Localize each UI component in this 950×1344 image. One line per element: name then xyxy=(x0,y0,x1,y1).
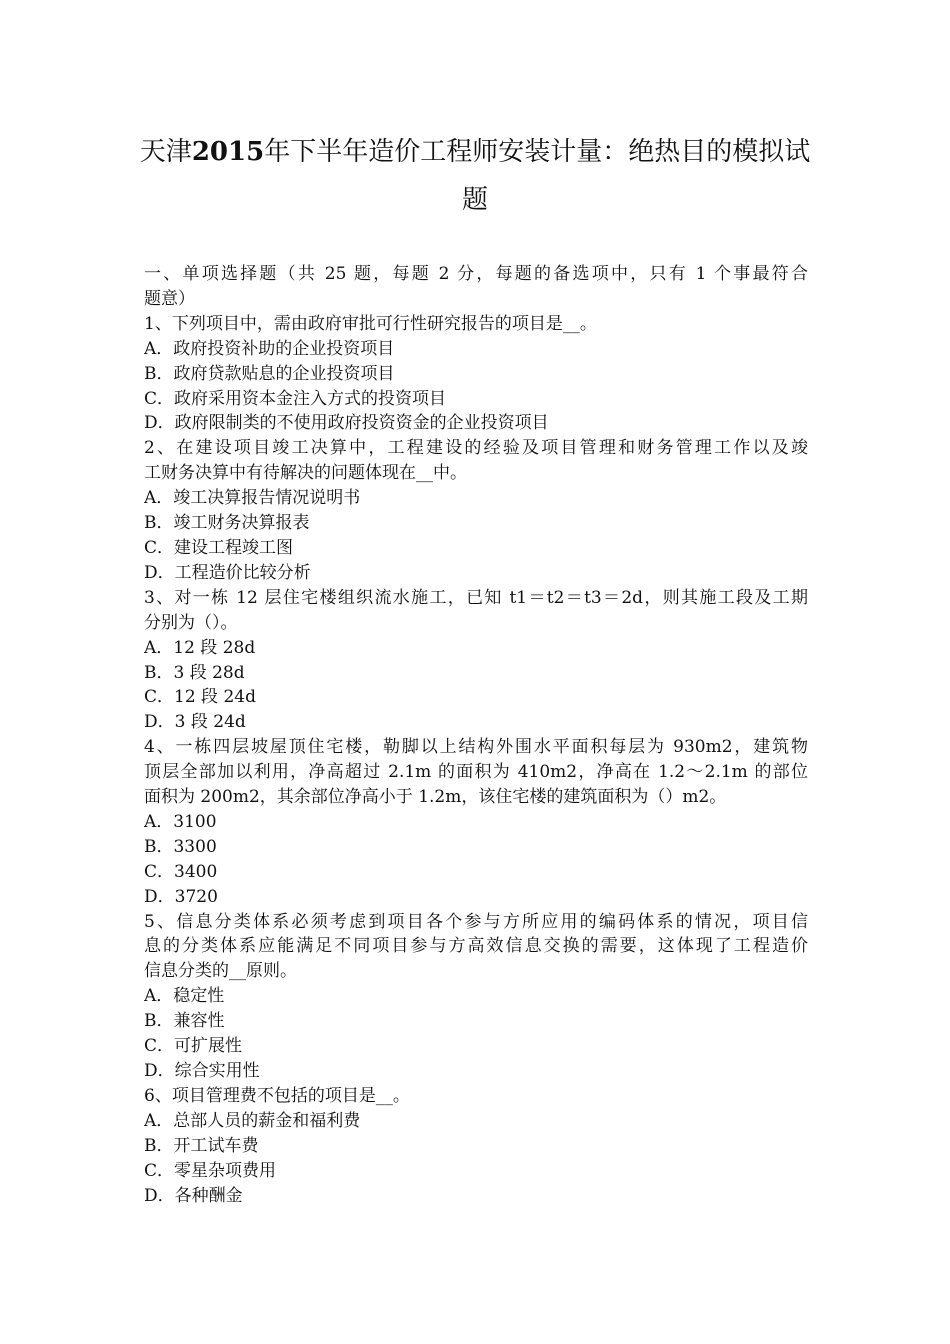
question-content xyxy=(144,262,808,1208)
question-4-option: D．3720 xyxy=(144,886,218,907)
document-title xyxy=(130,128,820,224)
question-5-option: D．综合实用性 xyxy=(144,1061,260,1081)
question-6-option: B．开工试车费 xyxy=(144,1135,259,1156)
question-4-option: A．3100 xyxy=(144,811,217,832)
question-5-option: C．可扩展性 xyxy=(144,1036,243,1057)
question-1-option: A．政府投资补助的企业投资项目 xyxy=(144,338,395,359)
question-2-option: D．工程造价比较分析 xyxy=(144,562,311,583)
question-4-stem-line: 4、一栋四层坡屋顶住宅楼，勒脚以上结构外围水平面积每层为 930m2，建筑物 xyxy=(144,737,808,758)
question-2-option: C．建设工程竣工图 xyxy=(144,537,294,558)
question-2-option: A．竣工决算报告情况说明书 xyxy=(144,488,361,509)
question-5-stem-line: 5、信息分类体系必须考虑到项目各个参与方所应用的编码体系的情况，项目信 xyxy=(144,911,808,932)
question-6-option: A．总部人员的薪金和福利费 xyxy=(144,1110,361,1131)
question-5-stem-line: 信息分类的__原则。 xyxy=(144,961,297,982)
question-3-stem-line: 3、对一栋 12 层住宅楼组织流水施工，已知 t1＝t2＝t3＝2d，则其施工段及工期 xyxy=(144,587,808,608)
question-3-option: A．12 段 28d xyxy=(144,637,256,658)
question-4-option: C．3400 xyxy=(144,861,218,882)
question-5-option: A．稳定性 xyxy=(144,986,225,1007)
question-3-option: D．3 段 24d xyxy=(144,712,246,733)
question-4-stem-line: 顶层全部加以利用，净高超过 2.1m 的面积为 410m2，净高在 1.2～2.1m 的部位 xyxy=(144,762,808,783)
question-2-option: B．竣工财务决算报表 xyxy=(144,513,310,534)
question-3-option: B．3 段 28d xyxy=(144,662,245,683)
question-5-option: B．兼容性 xyxy=(144,1011,225,1032)
question-1-stem-line: 1、下列项目中，需由政府审批可行性研究报告的项目是__。 xyxy=(144,313,597,334)
title-line-2: 题 xyxy=(461,185,488,215)
title-year: 2015 xyxy=(191,137,265,167)
question-2-stem-line: 2、在建设项目竣工决算中，工程建设的经验及项目管理和财务管理工作以及竣 xyxy=(144,438,808,459)
question-2-stem-line: 工财务决算中有待解决的问题体现在__中。 xyxy=(144,463,467,484)
question-6-option: C．零星杂项费用 xyxy=(144,1160,277,1181)
title-part-1: 天津 xyxy=(139,137,192,167)
question-3-option: C．12 段 24d xyxy=(144,687,256,708)
question-4-stem-line: 面积为 200m2，其余部位净高小于 1.2m，该住宅楼的建筑面积为（）m2。 xyxy=(144,787,727,808)
title-part-2: 年下半年造价工程师安装计量：绝热目的模拟试 xyxy=(264,137,811,167)
question-5-stem-line: 息的分类体系应能满足不同项目参与方高效信息交换的需要，这体现了工程造价 xyxy=(144,936,808,957)
question-1-option: D．政府限制类的不使用政府投资资金的企业投资项目 xyxy=(144,413,549,434)
question-3-stem-line: 分别为（）。 xyxy=(144,612,238,633)
question-6-stem-line: 6、项目管理费不包括的项目是__。 xyxy=(144,1085,410,1106)
question-4-option: B．3300 xyxy=(144,836,217,857)
section-heading-line-1: 一、单项选择题（共 25 题，每题 2 分，每题的备选项中，只有 1 个事最符合 xyxy=(144,264,808,284)
question-1-option: C．政府采用资本金注入方式的投资项目 xyxy=(144,388,447,409)
title-line-1 xyxy=(130,128,820,176)
question-6-option: D．各种酬金 xyxy=(144,1185,243,1206)
section-heading-line-2: 题意） xyxy=(144,288,195,309)
question-1-option: B．政府贷款贴息的企业投资项目 xyxy=(144,363,395,384)
